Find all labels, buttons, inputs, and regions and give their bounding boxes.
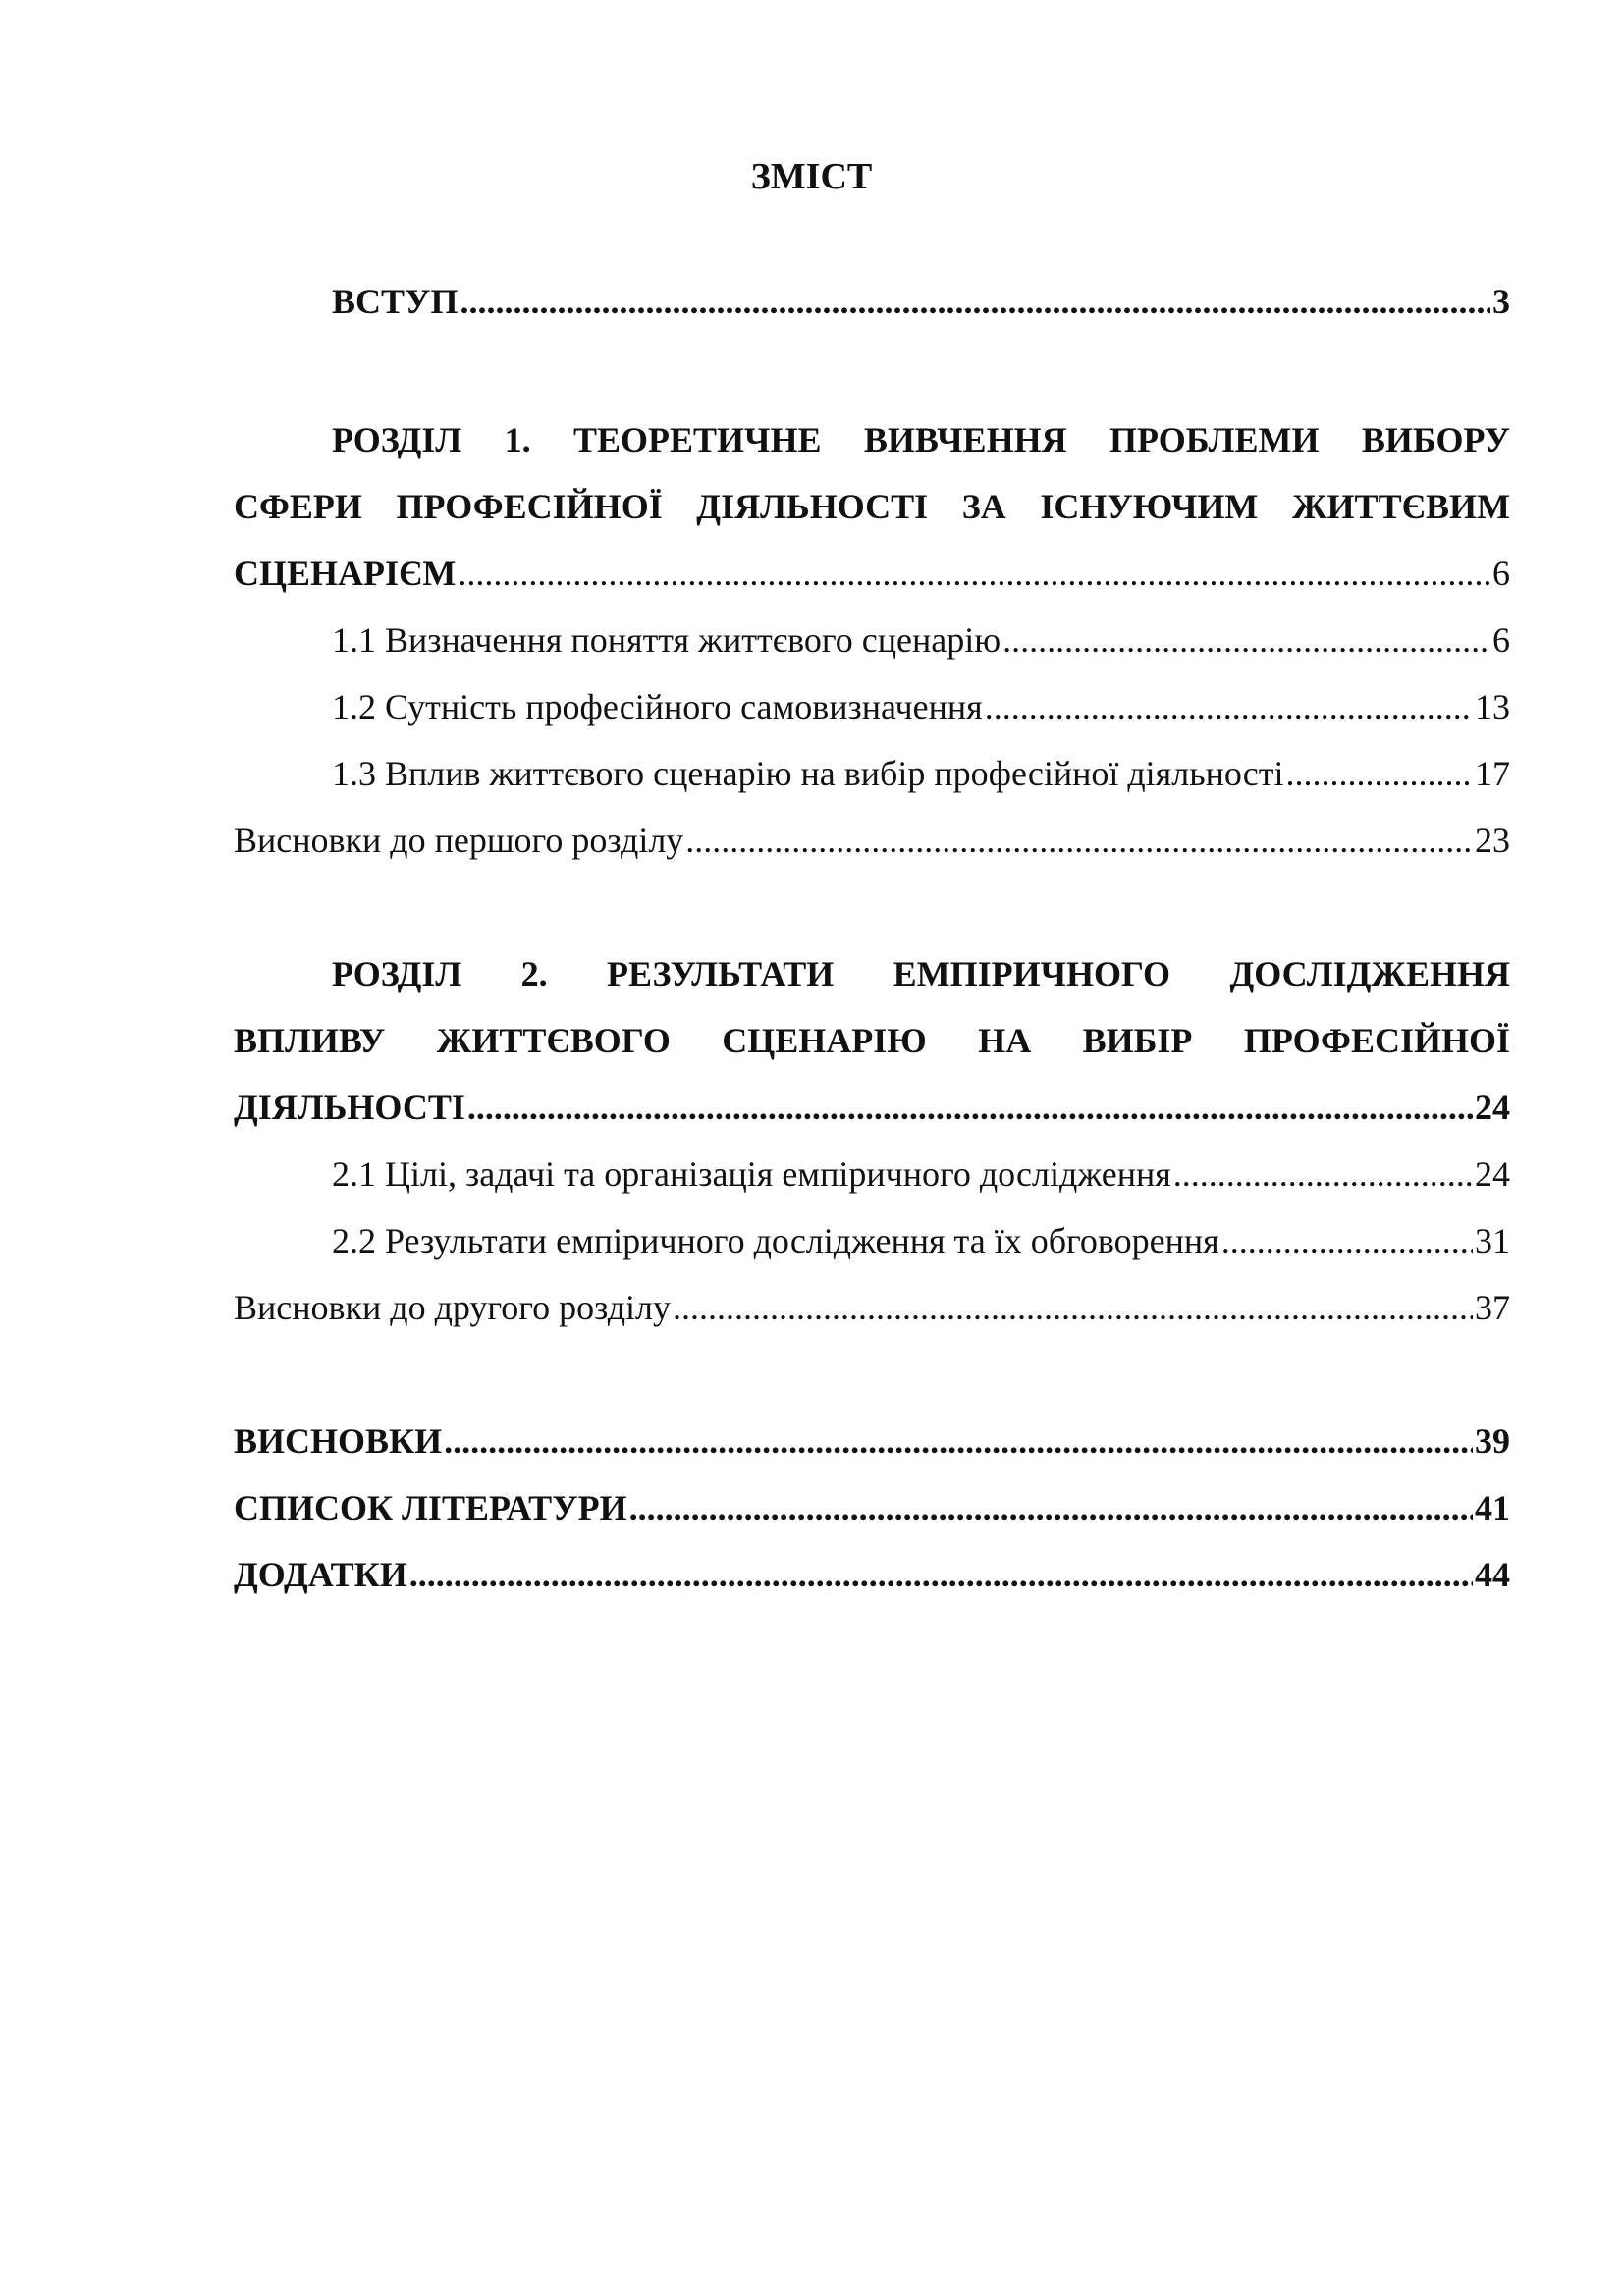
toc-leader-dots: [985, 673, 1473, 740]
toc-page-number: 24: [1475, 1088, 1510, 1127]
page-title: ЗМІСТ: [750, 156, 873, 197]
toc-page-number: 6: [1492, 620, 1510, 660]
toc-leader-dots: [1002, 607, 1490, 673]
toc-page-number: 41: [1475, 1488, 1510, 1527]
toc-entry-chapter2: [234, 940, 1510, 1141]
toc-entry-text: ДІЯЛЬНОСТІ: [234, 1088, 465, 1127]
toc-page-number: 3: [1492, 282, 1510, 321]
toc-page-number: 6: [1492, 554, 1510, 593]
toc-page-number: 37: [1475, 1288, 1510, 1327]
toc-leader-dots: [467, 1074, 1473, 1141]
toc-leader-dots: [458, 540, 1490, 607]
toc-entry-text: 2.1 Цілі, задачі та організація емпіричного дослідження: [332, 1154, 1171, 1194]
toc-entry-section-1-2: [234, 673, 1510, 740]
toc-entry-text: 2.2 Результати емпіричного дослідження та їх обговорення: [332, 1221, 1219, 1260]
toc-entry-appendices: [234, 1541, 1510, 1608]
toc-leader-dots: [1173, 1141, 1473, 1207]
toc-entry-text: Висновки до першого розділу: [234, 821, 684, 860]
toc-page-number: 39: [1475, 1421, 1510, 1461]
toc-page-number: 44: [1475, 1555, 1510, 1594]
toc-leader-dots: [444, 1408, 1473, 1474]
toc-leader-dots: [629, 1474, 1473, 1541]
toc-entry-text: ВСТУП: [332, 282, 459, 321]
toc-entry-text: Висновки до другого розділу: [234, 1288, 672, 1327]
toc-entry-text: 1.3 Вплив життєвого сценарію на вибір професійної діяльності: [332, 754, 1284, 793]
toc-page-number: 23: [1475, 821, 1510, 860]
toc-chapter-line: ВПЛИВУ ЖИТТЄВОГО СЦЕНАРІЮ НА ВИБІР ПРОФЕСІЙНОЇ: [234, 1021, 1510, 1060]
toc-entry-conclusions: [234, 1408, 1510, 1474]
toc-leader-dots: [460, 268, 1490, 335]
toc-leader-dots: [1221, 1207, 1473, 1274]
toc-leader-dots: [1286, 740, 1474, 807]
toc-entry-intro: [234, 268, 1510, 335]
toc-entry-text: ДОДАТКИ: [234, 1555, 407, 1594]
toc-page-number: 24: [1475, 1154, 1510, 1194]
toc-entry-text: СПИСОК ЛІТЕРАТУРИ: [234, 1488, 627, 1527]
toc-entry-conclusion-1: [234, 807, 1510, 874]
toc-page-number: 17: [1475, 754, 1510, 793]
toc-entry-text: СЦЕНАРІЄМ: [234, 554, 457, 593]
toc-entry-section-1-1: [234, 607, 1510, 673]
toc-chapter-line: РОЗДІЛ 2. РЕЗУЛЬТАТИ ЕМПІРИЧНОГО ДОСЛІДЖЕННЯ: [332, 954, 1510, 993]
toc-page-number: 31: [1475, 1221, 1510, 1260]
toc-entry-section-2-2: [234, 1207, 1510, 1274]
toc-entry-references: [234, 1474, 1510, 1541]
toc-leader-dots: [673, 1274, 1473, 1341]
toc-entry-section-1-3: [234, 740, 1510, 807]
toc-page-number: 13: [1475, 687, 1510, 726]
toc-chapter-line: СФЕРИ ПРОФЕСІЙНОЇ ДІЯЛЬНОСТІ ЗА ІСНУЮЧИМ ЖИТТЄВИМ: [234, 487, 1510, 526]
toc-entry-conclusion-2: [234, 1274, 1510, 1341]
toc-entry-chapter1: [234, 406, 1510, 607]
toc-entry-text: 1.1 Визначення поняття життєвого сценарію: [332, 620, 1001, 660]
toc-leader-dots: [409, 1541, 1473, 1608]
toc-entry-section-2-1: [234, 1141, 1510, 1207]
toc-entry-text: 1.2 Сутність професійного самовизначення: [332, 687, 983, 726]
toc-entry-text: ВИСНОВКИ: [234, 1421, 443, 1461]
toc-leader-dots: [685, 807, 1473, 874]
toc-chapter-line: РОЗДІЛ 1. ТЕОРЕТИЧНЕ ВИВЧЕННЯ ПРОБЛЕМИ ВИБОРУ: [332, 420, 1510, 459]
